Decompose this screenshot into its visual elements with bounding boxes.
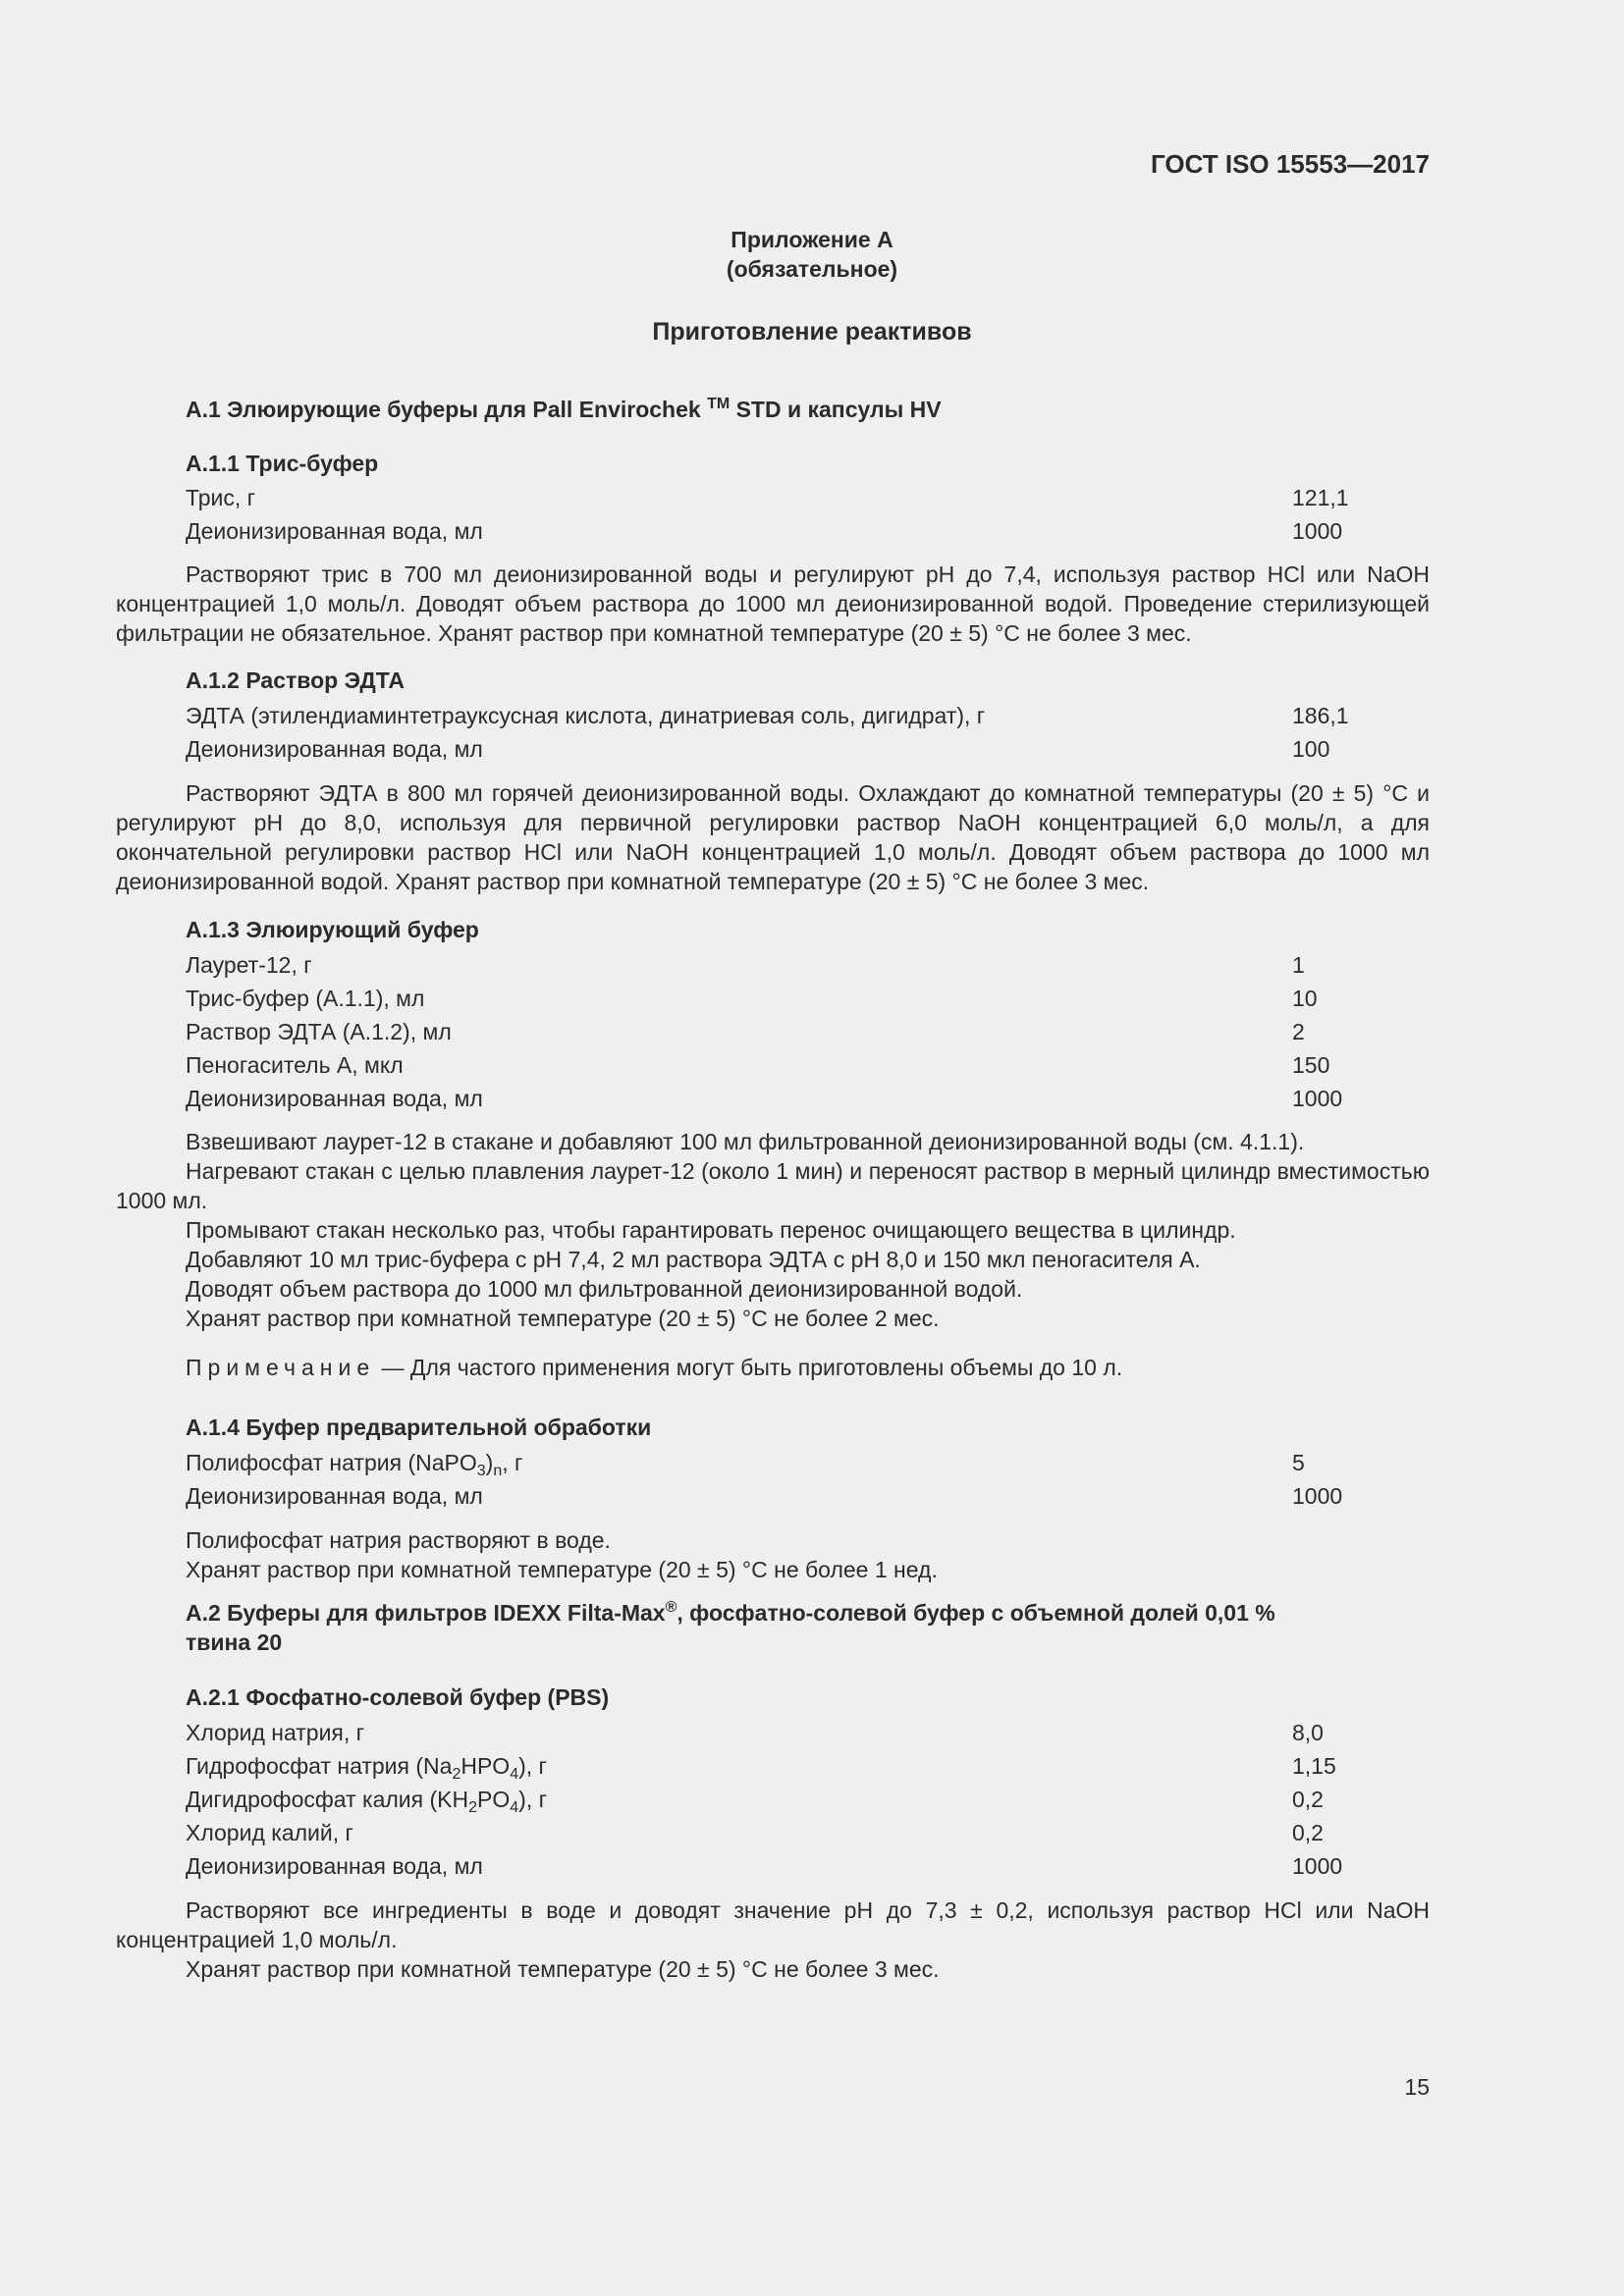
paragraph-text: Добавляют 10 мл трис-буфера с рН 7,4, 2 мл раствора ЭДТА с рН 8,0 и 150 мкл пеногасителя А. xyxy=(186,1247,1201,1272)
paragraph-text: Промывают стакан несколько раз, чтобы гарантировать перенос очищающего вещества в цилиндр. xyxy=(186,1217,1236,1243)
ingredient-label: Хлорид калий, г xyxy=(186,1820,353,1845)
ingredient-label: Деионизированная вода, мл xyxy=(186,1086,483,1111)
ingredient-row xyxy=(186,1753,1423,1785)
ingredient-row xyxy=(186,1052,1423,1084)
ingredient-label: Полифосфат натрия $(NaPO_3)_n$, г xyxy=(186,1450,523,1479)
ingredient-value: 186,1 xyxy=(1292,703,1349,728)
ingredient-value: 1000 xyxy=(1292,518,1343,544)
subsection-heading-a12: А.1.2 Раствор ЭДТА xyxy=(186,667,405,693)
subsection-heading-a21: А.2.1 Фосфатно-солевой буфер (PBS) xyxy=(186,1684,610,1710)
ingredient-value: 1 xyxy=(1292,952,1305,978)
paragraph-text: Хранят раствор при комнатной температуре (20 ± 5) °С не более 2 мес. xyxy=(186,1306,940,1331)
ingredient-row xyxy=(186,1853,1423,1885)
appendix-status: (обязательное) xyxy=(726,256,898,282)
section-heading-a1: А.1 Элюирующие буферы для Pall Envirochek ™ STD и капсулы HV xyxy=(186,396,942,422)
ingredient-row xyxy=(186,1019,1423,1050)
paragraph xyxy=(116,560,1430,648)
paragraph-text: Растворяют ЭДТА в 800 мл горячей деионизированной воды. Охлаждают до комнатной температуры (20 ± 5) °С и регулируют рН до 8,0, используя для первичной регулировки раствор NaOH концентрацией 6,0 моль/л, а для окончательной регулировки раствор HCl или NaOH концентрацией 1,0 моль/л. Доводят объем раствора до 1000 мл деионизированной водой. Хранят раствор при комнатной температуре (20 ± 5) °С не более 3 мес. xyxy=(116,780,1430,894)
ingredient-row xyxy=(186,1787,1423,1818)
ingredient-label: Хлорид натрия, г xyxy=(186,1720,365,1745)
ingredient-label: Трис-буфер (А.1.1), мл xyxy=(186,986,425,1011)
paragraph-text: Нагревают стакан с целью плавления лаурет-12 (около 1 мин) и переносят раствор в мерный цилиндр вместимостью 1000 мл. xyxy=(116,1158,1430,1213)
ingredient-label: ЭДТА (этилендиаминтетрауксусная кислота, динатриевая соль, дигидрат), г xyxy=(186,703,986,728)
ingredient-row xyxy=(186,1483,1423,1515)
ingredient-value: 1,15 xyxy=(1292,1753,1336,1779)
ingredient-value: 0,2 xyxy=(1292,1820,1324,1845)
ingredient-label: Трис, г xyxy=(186,485,256,510)
ingredient-row xyxy=(186,736,1423,768)
paragraph xyxy=(116,1896,1430,1984)
ingredient-label: Деионизированная вода, мл xyxy=(186,1853,483,1879)
ingredient-value: 1000 xyxy=(1292,1853,1343,1879)
note-text: — Для частого применения могут быть приготовлены объемы до 10 л. xyxy=(375,1355,1123,1380)
ingredient-label: Лаурет-12, г xyxy=(186,952,312,978)
ingredient-row xyxy=(186,986,1423,1017)
ingredient-label: Деионизированная вода, мл xyxy=(186,518,483,544)
subsection-heading-a11: А.1.1 Трис-буфер xyxy=(186,451,379,476)
ingredient-label: Деионизированная вода, мл xyxy=(186,736,483,762)
ingredient-label: Деионизированная вода, мл xyxy=(186,1483,483,1509)
ingredient-row xyxy=(186,1450,1423,1481)
ingredient-value: 100 xyxy=(1292,736,1330,762)
ingredient-row xyxy=(186,1086,1423,1117)
ingredient-label: Гидрофосфат натрия $(Na_2HPO_4)$, г xyxy=(186,1753,547,1783)
paragraph xyxy=(116,1525,1430,1584)
ingredient-value: 1000 xyxy=(1292,1086,1343,1111)
ingredient-row xyxy=(186,1720,1423,1751)
ingredient-value: 5 xyxy=(1292,1450,1305,1475)
ingredient-row xyxy=(186,518,1423,550)
ingredient-value: 10 xyxy=(1292,986,1318,1011)
note-label: Примечание xyxy=(186,1355,376,1380)
paragraph-text: Хранят раствор при комнатной температуре (20 ± 5) °С не более 1 нед. xyxy=(186,1557,938,1582)
subsection-heading-a13: А.1.3 Элюирующий буфер xyxy=(186,917,479,942)
ingredient-label: Раствор ЭДТА (А.1.2), мл xyxy=(186,1019,452,1044)
ingredient-label: Дигидрофосфат калия $(KH_2PO_4)$, г xyxy=(186,1787,547,1816)
ingredient-value: 0,2 xyxy=(1292,1787,1324,1812)
ingredient-value: 8,0 xyxy=(1292,1720,1324,1745)
note xyxy=(186,1355,1122,1381)
paragraph-text: Полифосфат натрия растворяют в воде. xyxy=(186,1527,611,1553)
ingredient-value: 1000 xyxy=(1292,1483,1343,1509)
subsection-heading-a14: А.1.4 Буфер предварительной обработки xyxy=(186,1415,652,1440)
ingredient-value: 121,1 xyxy=(1292,485,1349,510)
page-number: 15 xyxy=(1404,2074,1430,2100)
section-heading-a2-line2: твина 20 xyxy=(186,1629,283,1655)
ingredient-label: Пеногаситель А, мкл xyxy=(186,1052,404,1078)
standard-designation: ГОСТ ISO 15553—2017 xyxy=(1150,149,1430,179)
paragraph-text: Хранят раствор при комнатной температуре (20 ± 5) °С не более 3 мес. xyxy=(186,1956,940,1982)
paragraph-text: Взвешивают лаурет-12 в стакане и добавляют 100 мл фильтрованной деионизированной воды (см. 4.1.1). xyxy=(186,1129,1305,1154)
section-heading-a2: А.2 Буферы для фильтров IDEXX Filta-Max®, фосфатно-солевой буфер с объемной долей 0,01 % xyxy=(186,1599,1275,1626)
ingredient-value: 150 xyxy=(1292,1052,1330,1078)
ingredient-row xyxy=(186,703,1423,734)
ingredient-value: 2 xyxy=(1292,1019,1305,1044)
appendix-title: Приложение А xyxy=(731,227,893,252)
ingredient-row xyxy=(186,952,1423,984)
ingredient-row xyxy=(186,1820,1423,1851)
paragraph-text: Растворяют все ингредиенты в воде и доводят значение рН до 7,3 ± 0,2, используя раствор HCl или NaOH концентрацией 1,0 моль/л. xyxy=(116,1897,1430,1952)
paragraph xyxy=(116,778,1430,896)
paragraph xyxy=(116,1127,1430,1333)
appendix-heading: Приготовление реактивов xyxy=(652,318,972,346)
paragraph-text: Доводят объем раствора до 1000 мл фильтрованной деионизированной водой. xyxy=(186,1276,1023,1302)
ingredient-row xyxy=(186,485,1423,516)
paragraph-text: Растворяют трис в 700 мл деионизированной воды и регулируют рН до 7,4, используя раствор HCl или NaOH концентрацией 1,0 моль/л. Доводят объем раствора до 1000 мл деионизированной водой. Проведение стерилизующей фильтрации не обязательное. Хранят раствор при комнатной температуре (20 ± 5) °С не более 3 мес. xyxy=(116,561,1430,646)
